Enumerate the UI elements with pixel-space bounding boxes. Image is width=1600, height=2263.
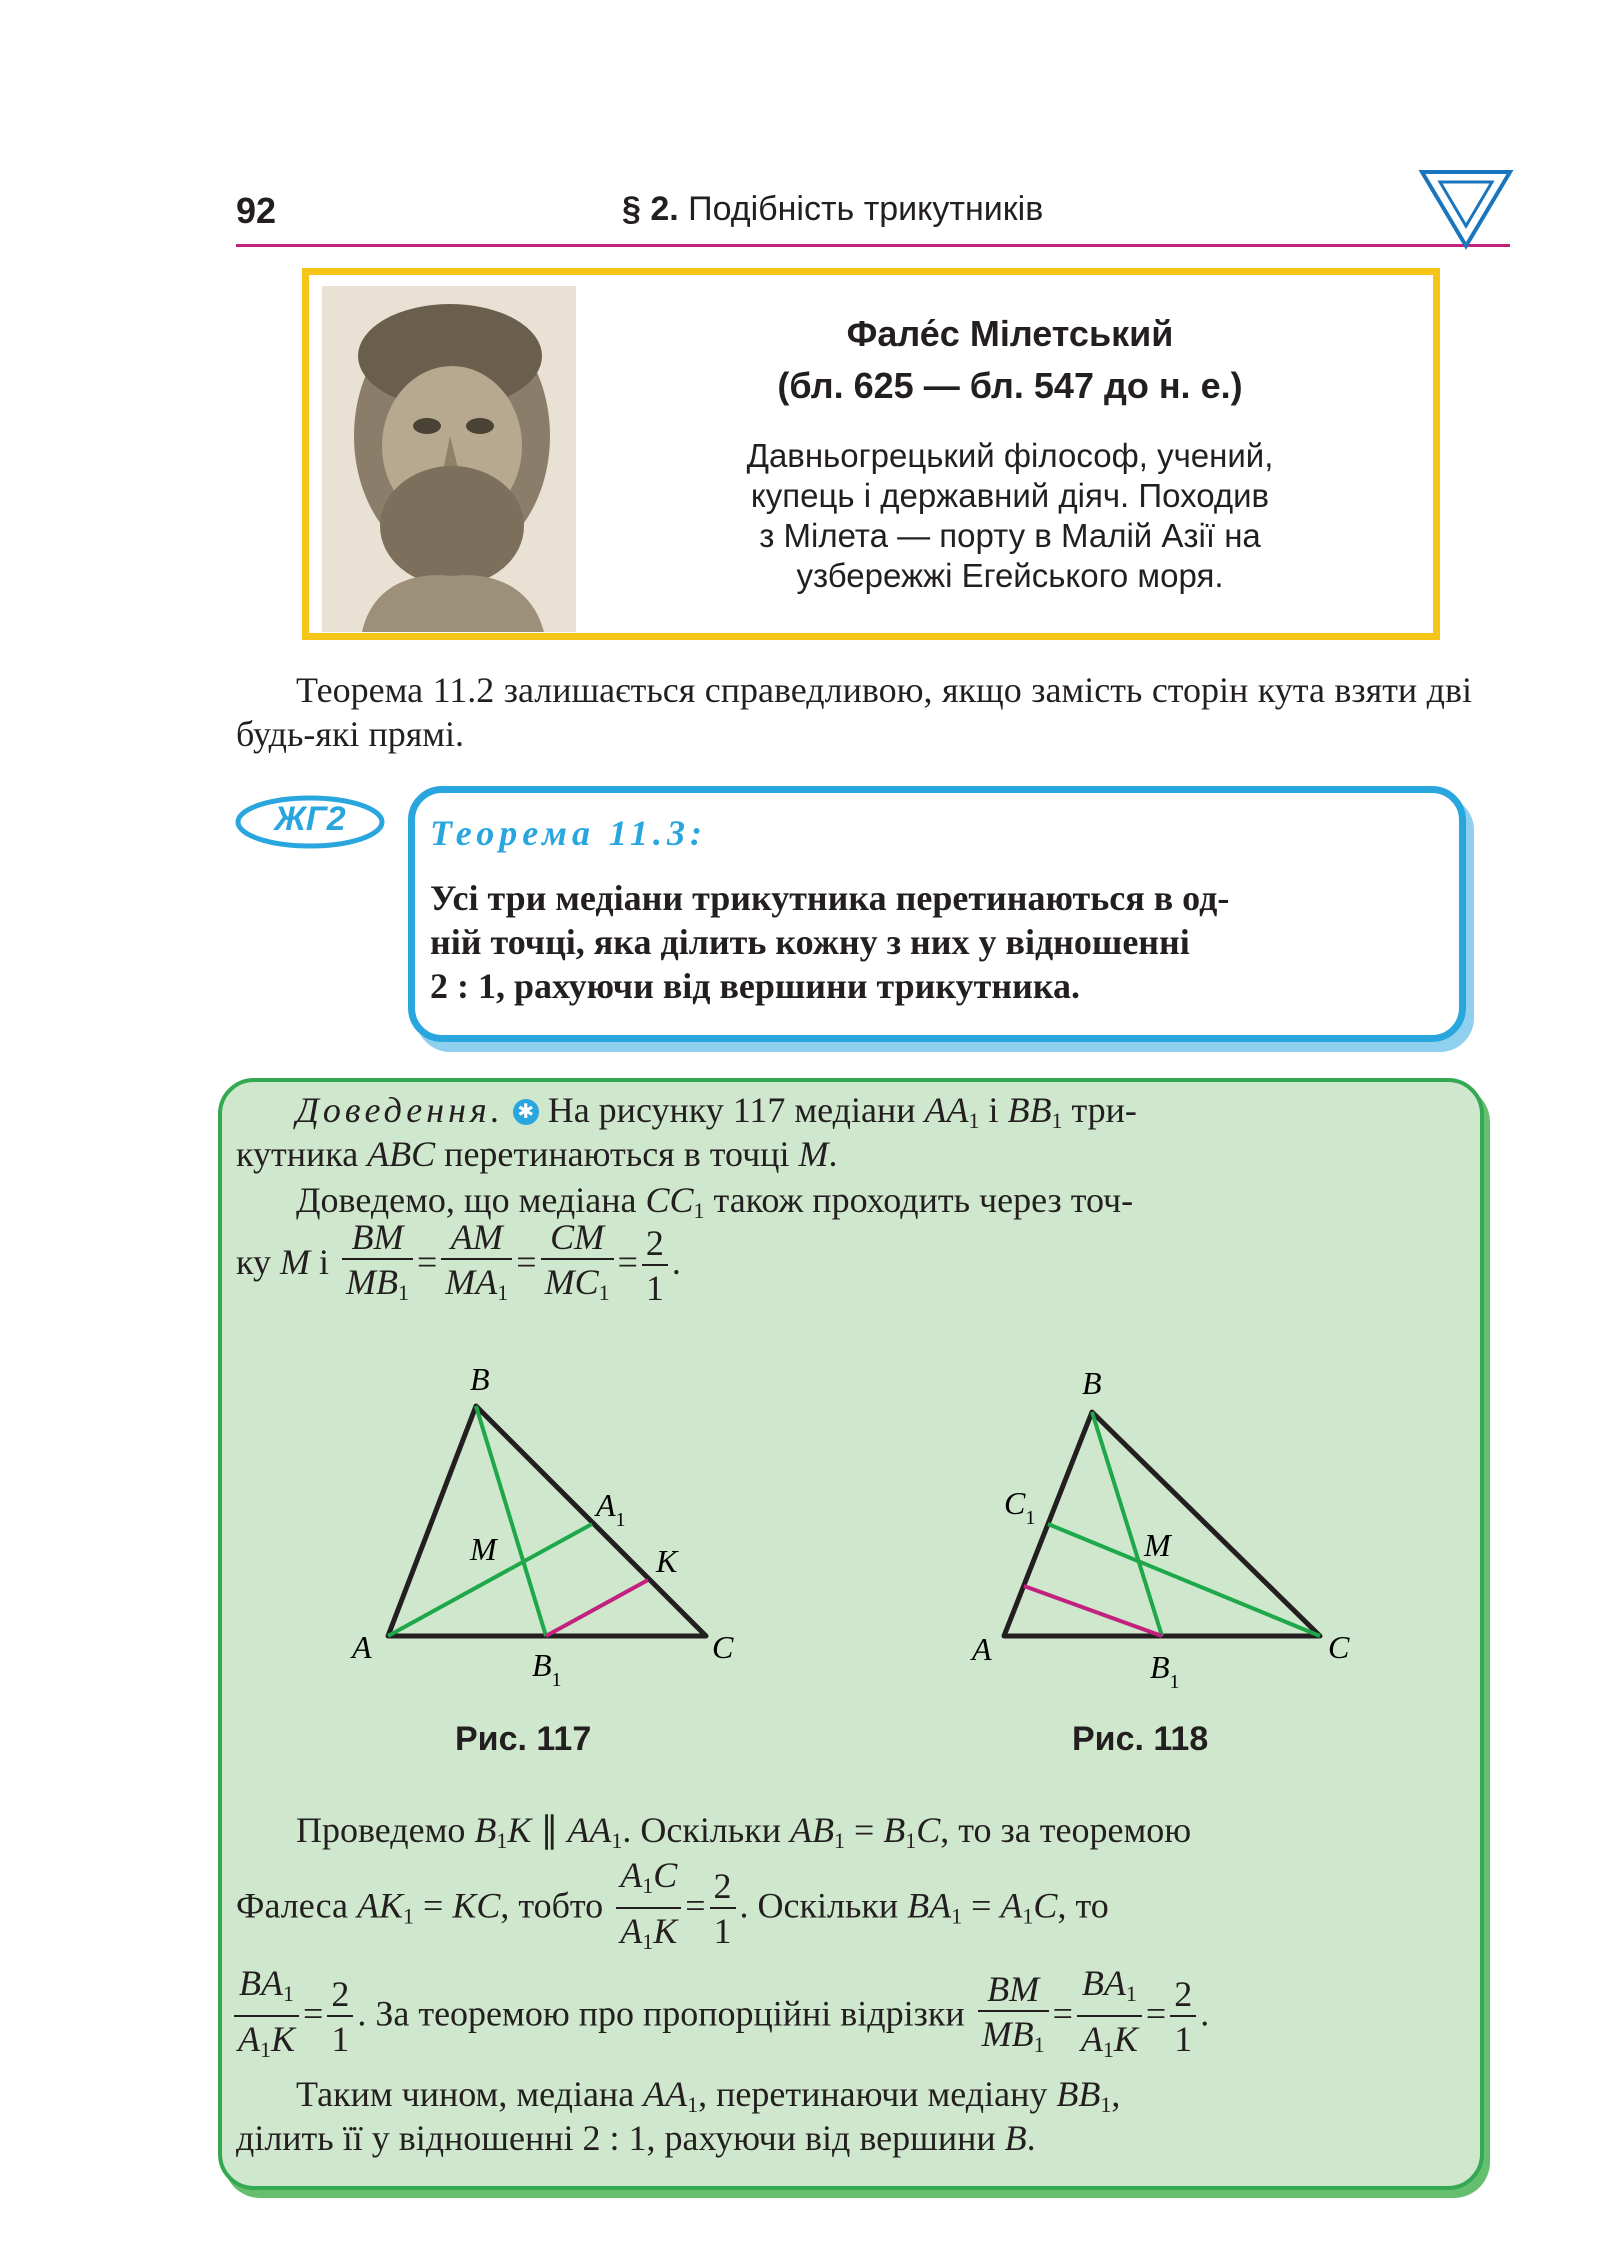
svg-text:M: M (470, 1531, 497, 1567)
svg-text:C: C (1328, 1629, 1350, 1665)
thales-portrait-image (322, 286, 576, 632)
proof-line-5: Проведемо $B_1K$ ∥ $AA_1$. Оскільки $AB_1 = B_1C$, то за теоремою (296, 1810, 1192, 1853)
svg-text:C: C (712, 1629, 734, 1665)
bio-description (680, 436, 1340, 596)
svg-text:A: A (972, 1631, 992, 1667)
figure-118-diagram (960, 1360, 1360, 1700)
figure-117-diagram (340, 1360, 740, 1700)
figure-118-caption: Рис. 118 (1072, 1720, 1209, 1758)
proof-line-2: кутника ABC перетинаються в точці M. (236, 1134, 838, 1174)
proof-line-9: ділить її у відношенні 2 : 1, рахуючи від вершини B. (236, 2118, 1036, 2158)
svg-text:K: K (656, 1543, 678, 1579)
svg-text:A: A (352, 1629, 372, 1665)
svg-text:A1: $A_1$ (596, 1487, 626, 1531)
svg-text:M: M (1144, 1527, 1171, 1563)
star-icon: ✱ (513, 1099, 539, 1125)
svg-text:C1: $C_1$ (1004, 1485, 1036, 1529)
page-number: 92 (236, 190, 277, 231)
section-title (622, 190, 1043, 229)
bio-dates: (бл. 625 — бл. 547 до н. е.) (777, 365, 1243, 406)
proof-line-1: Доведення. ✱ На рисунку 117 медіани $AA_1$ і $BB_1$ три- (296, 1090, 1137, 1133)
theorem-line: ній точці, яка ділить кожну з них у відношенні (430, 922, 1190, 962)
proof-line-6: Фалеса $AK_1$ = KC, тобто $\frac{A_1C}{A_1K}$ = $\frac{2}{1}$ . Оскільки $BA_1 = A_1C$, то (236, 1855, 1109, 1954)
theorem-statement (430, 876, 1436, 1008)
triangle-icon (1418, 168, 1514, 250)
svg-text:B: B (1082, 1365, 1102, 1401)
bio-line: Давньогрецький філософ, учений, (746, 437, 1274, 474)
svg-text:B: B (470, 1361, 490, 1397)
bio-line: узбережжі Егейського моря. (796, 557, 1224, 594)
proof-line-7: $\frac{BA_1}{A_1K}$ = $\frac{2}{1}$ . За теоремою про пропорційні відрізки $\frac{BM}{MB_1}$ = $\frac{BA_1}{A_1K}$ = $\frac{2}{1}$ . (230, 1962, 1209, 2072)
bio-name: Фале́с Мілетський (846, 313, 1174, 354)
badge-label: ЖГ2 (274, 800, 346, 838)
bio-line: купець і державний діяч. Походив (750, 477, 1270, 514)
theorem-line: 2 : 1, рахуючи від вершини трикутника. (430, 966, 1081, 1006)
section-name: Подібність трикутників (688, 190, 1044, 228)
proof-line-4: ку M і $\frac{BM}{MB_1}$ = $\frac{AM}{MA_1}$ = $\frac{CM}{MC_1}$ = $\frac{2}{1}$ . (236, 1217, 681, 1308)
theorem-line: Усі три медіани трикутника перетинаються в од- (430, 878, 1230, 918)
proof-lead: Доведення. (296, 1090, 504, 1130)
proof-line-3: Доведемо, що медіана $CC_1$ також проходить через точ- (296, 1180, 1134, 1223)
intro-paragraph: Теорема 11.2 залишається справедливою, якщо замість сторін кута взяти дві будь-які прямі. (236, 670, 1472, 754)
figure-117-caption: Рис. 117 (455, 1720, 592, 1758)
proof-line-8: Таким чином, медіана $AA_1$, перетинаючи медіану $BB_1$, (296, 2074, 1121, 2117)
svg-text:B1: $B_1$ (1150, 1649, 1180, 1693)
bio-line: з Мілета — порту в Малій Азії на (759, 517, 1261, 554)
section-number: § 2. (622, 190, 679, 228)
svg-text:B1: $B_1$ (532, 1647, 562, 1691)
header-rule (236, 244, 1510, 247)
theorem-title: Теорема 11.3: (430, 813, 707, 853)
